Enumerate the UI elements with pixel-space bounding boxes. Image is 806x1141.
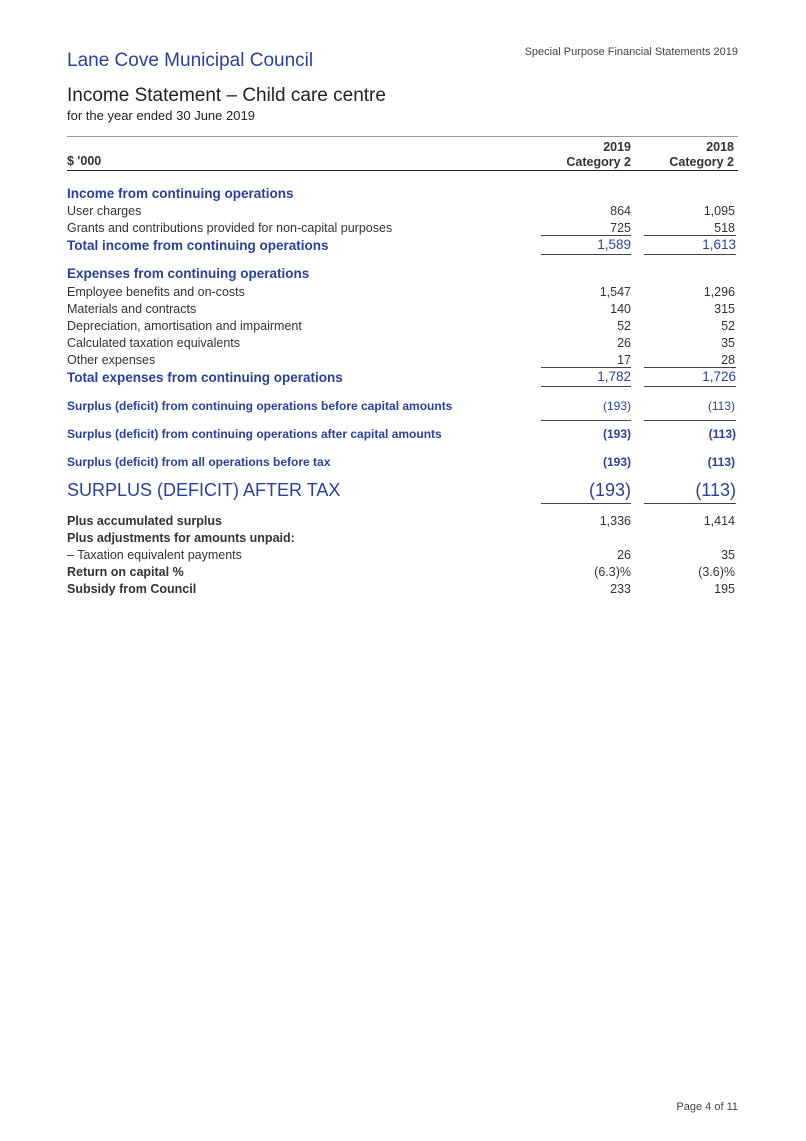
row-label: Plus adjustments for amounts unpaid:	[67, 531, 295, 545]
table-row	[67, 302, 738, 319]
value-2019: (193)	[541, 420, 631, 441]
return-on-capital-row	[67, 565, 738, 582]
statement-period: for the year ended 30 June 2019	[67, 108, 255, 123]
row-label: – Taxation equivalent payments	[67, 548, 242, 562]
table-header-rule	[67, 136, 738, 137]
table-row	[67, 204, 738, 221]
value-2018: (3.6)%	[698, 565, 735, 579]
adjustments-heading-row	[67, 531, 738, 548]
row-label: Grants and contributions provided for non-capital purposes	[67, 221, 393, 235]
value-2018: 1,414	[703, 514, 735, 528]
table-header	[67, 140, 738, 171]
column-2019-year: 2019	[603, 140, 631, 154]
row-label: Depreciation, amortisation and impairment	[67, 319, 302, 333]
unit-label: $ '000	[67, 154, 102, 168]
table-row	[67, 221, 738, 238]
total-2019: 1,782	[541, 367, 631, 387]
value-2019: 140	[610, 302, 631, 316]
value-2018: (113)	[707, 455, 735, 469]
row-label: SURPLUS (DEFICIT) AFTER TAX	[67, 480, 341, 500]
row-label: Return on capital %	[67, 565, 184, 579]
value-2019: 52	[617, 319, 631, 333]
table-row	[67, 336, 738, 353]
section-heading: Expenses from continuing operations	[67, 266, 310, 281]
value-2019: 233	[610, 582, 631, 596]
statement-title: Income Statement – Child care centre	[67, 85, 386, 106]
value-2019: (193)	[541, 480, 631, 504]
column-2018	[644, 140, 734, 170]
value-2018: 315	[714, 302, 735, 316]
value-2019: 17	[617, 353, 631, 367]
value-2018: 52	[721, 319, 735, 333]
row-label: Employee benefits and on-costs	[67, 285, 245, 299]
surplus-before-tax-row	[67, 455, 738, 472]
value-2018: 518	[714, 221, 735, 235]
value-2019: 26	[617, 548, 631, 562]
table-row	[67, 353, 738, 370]
surplus-after-tax-row	[67, 480, 738, 504]
row-label: Surplus (deficit) from continuing operations after capital amounts	[67, 427, 442, 441]
table-row	[67, 548, 738, 565]
value-2019: 26	[617, 336, 631, 350]
value-2018: 35	[721, 336, 735, 350]
column-2019-category: Category 2	[566, 155, 631, 169]
surplus-before-capital-row	[67, 399, 738, 416]
column-2018-category: Category 2	[669, 155, 734, 169]
value-2018: 1,296	[703, 285, 735, 299]
value-2019: 1,336	[599, 514, 631, 528]
total-2018: 1,726	[644, 367, 736, 387]
total-2018: 1,613	[644, 235, 736, 255]
surplus-after-capital-row	[67, 427, 738, 444]
value-2018: 1,095	[703, 204, 735, 218]
row-label: Other expenses	[67, 353, 156, 367]
value-2019: 864	[610, 204, 631, 218]
column-2018-year: 2018	[706, 140, 734, 154]
accumulated-surplus-row	[67, 514, 738, 531]
value-2018: (113)	[707, 399, 735, 413]
value-2019: 725	[610, 221, 631, 235]
row-label: Surplus (deficit) from continuing operations before capital amounts	[67, 399, 453, 413]
row-label: User charges	[67, 204, 142, 218]
value-2019: (6.3)%	[594, 565, 631, 579]
total-label: Total expenses from continuing operations	[67, 370, 343, 385]
column-2019	[541, 140, 631, 170]
value-2018: (113)	[644, 480, 736, 504]
value-2018: 28	[721, 353, 735, 367]
value-2019: 1,547	[599, 285, 631, 299]
row-label: Plus accumulated surplus	[67, 514, 222, 528]
section-heading: Income from continuing operations	[67, 186, 294, 201]
value-2018: 35	[721, 548, 735, 562]
row-label: Materials and contracts	[67, 302, 197, 316]
value-2018: (113)	[644, 420, 736, 441]
income-total-row	[67, 238, 738, 255]
total-label: Total income from continuing operations	[67, 238, 329, 253]
expenses-heading	[67, 266, 738, 283]
value-2018: 195	[714, 582, 735, 596]
table-row	[67, 319, 738, 336]
row-label: Surplus (deficit) from all operations before tax	[67, 455, 331, 469]
value-2019: (193)	[602, 455, 631, 469]
table-row	[67, 285, 738, 302]
row-label: Calculated taxation equivalents	[67, 336, 241, 350]
organization-name: Lane Cove Municipal Council	[67, 50, 314, 71]
expenses-total-row	[67, 370, 738, 387]
subsidy-row	[67, 582, 738, 599]
page-number: Page 4 of 11	[676, 1101, 738, 1113]
row-label: Subsidy from Council	[67, 582, 197, 596]
total-2019: 1,589	[541, 235, 631, 255]
income-heading	[67, 186, 738, 203]
report-name: Special Purpose Financial Statements 2019	[524, 46, 738, 58]
value-2019: (193)	[602, 399, 631, 413]
